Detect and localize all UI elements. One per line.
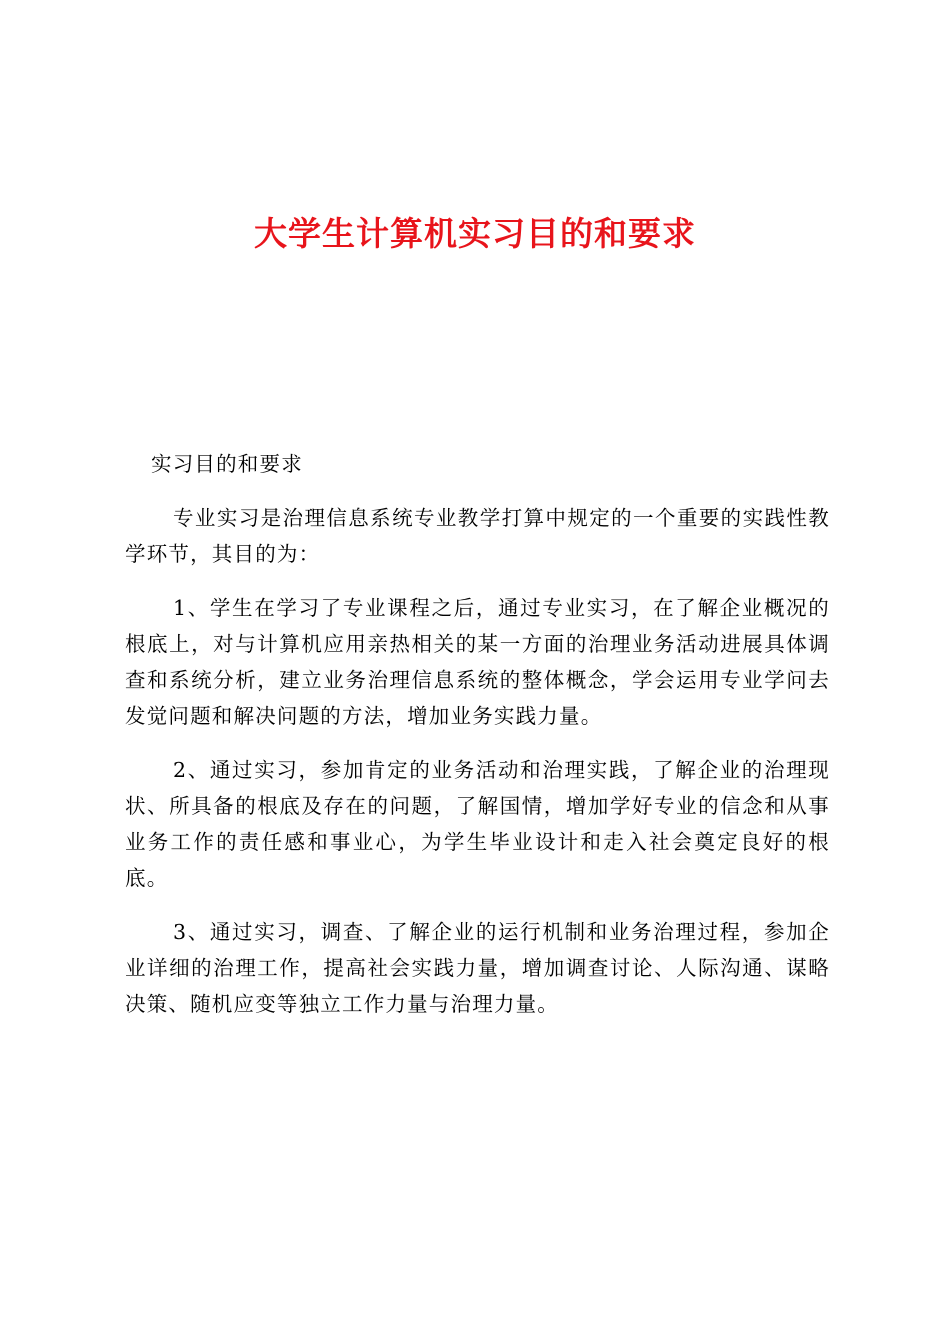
section-heading: 实习目的和要求 bbox=[151, 452, 303, 476]
paragraph-intro: 专业实习是治理信息系统专业教学打算中规定的一个重要的实践性教学环节，其目的为： bbox=[125, 506, 830, 566]
document-body bbox=[125, 446, 830, 1040]
paragraph-item-2: 2、通过实习，参加肯定的业务活动和治理实践，了解企业的治理现状、所具备的根底及存在的问题，了解国情，增加学好专业的信念和从事业务工作的责任感和事业心，为学生毕业设计和走入社会奠定良好的根底。 bbox=[125, 758, 830, 890]
paragraph-item-3: 3、通过实习，调查、了解企业的运行机制和业务治理过程，参加企业详细的治理工作，提高社会实践力量，增加调查讨论、人际沟通、谋略决策、随机应变等独立工作力量与治理力量。 bbox=[125, 920, 830, 1016]
paragraph-item-1: 1、学生在学习了专业课程之后，通过专业实习，在了解企业概况的根底上，对与计算机应用亲热相关的某一方面的治理业务活动进展具体调查和系统分析，建立业务治理信息系统的整体概念，学会运用专业学问去发觉问题和解决问题的方法，增加业务实践力量。 bbox=[125, 596, 830, 728]
document-title: 大学生计算机实习目的和要求 bbox=[254, 214, 696, 253]
